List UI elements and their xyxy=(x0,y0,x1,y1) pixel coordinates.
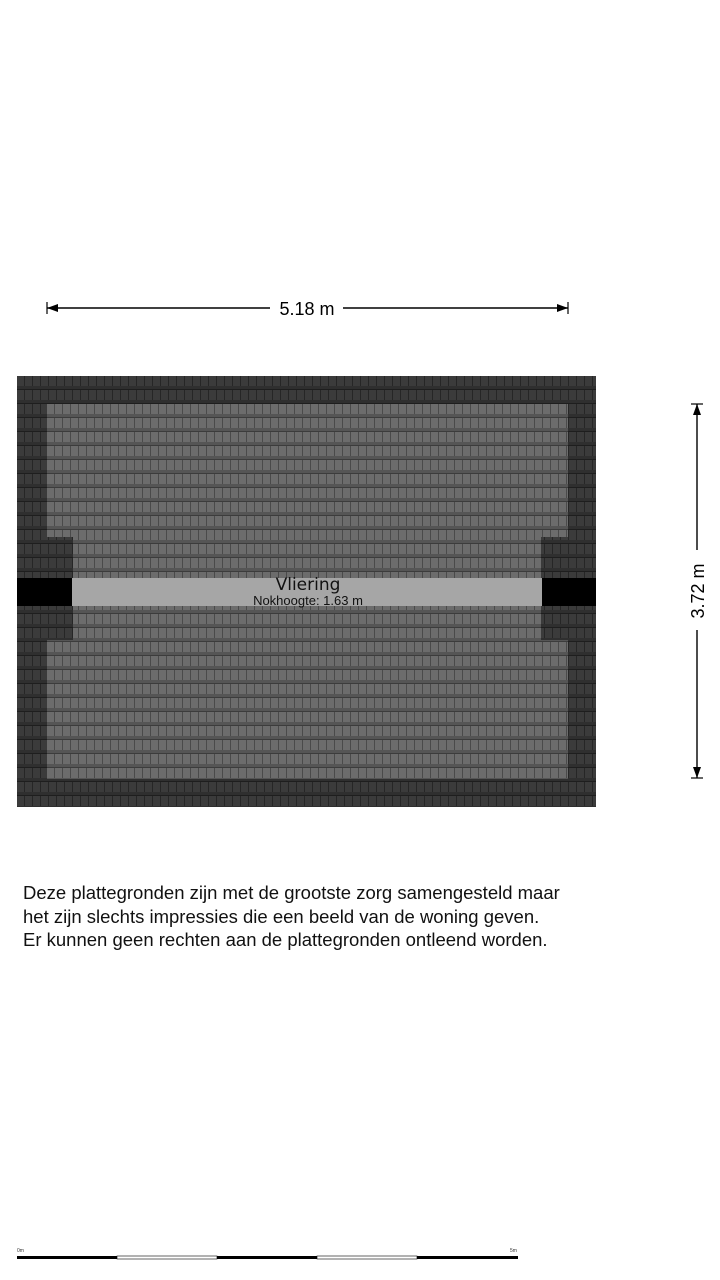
dormer-right-bottom xyxy=(541,606,596,640)
scale-bar-end-label: 5m xyxy=(510,1248,517,1254)
room-ridge-height: Nokhoogte: 1.63 m xyxy=(253,593,363,608)
disclaimer-line: Er kunnen geen rechten aan de plattegronden ontleend worden. xyxy=(23,929,548,950)
arrow-left-icon xyxy=(47,304,58,312)
arrow-down-icon xyxy=(693,767,701,778)
chimney-right xyxy=(542,578,596,606)
scale-bar-segment-4 xyxy=(317,1256,417,1259)
roof-inner-bottom xyxy=(47,606,568,779)
scale-bar-segment-1 xyxy=(17,1256,117,1259)
chimney-left xyxy=(17,578,72,606)
scale-bar-segment-3 xyxy=(217,1256,317,1259)
depth-label: 3.72 m xyxy=(688,563,708,619)
roof-inner-top xyxy=(47,404,568,578)
scale-bar xyxy=(17,1248,518,1259)
disclaimer-text xyxy=(23,881,703,952)
arrow-right-icon xyxy=(557,304,568,312)
room-name: Vliering xyxy=(275,575,341,595)
roof xyxy=(17,376,596,807)
width-dimension xyxy=(47,299,568,319)
dormer-right-top xyxy=(541,537,596,578)
depth-dimension xyxy=(688,404,708,778)
disclaimer-line: het zijn slechts impressies die een beeld van de woning geven. xyxy=(23,905,540,927)
disclaimer-line: Deze plattegronden zijn met de grootste zorg samengesteld maar xyxy=(23,882,560,903)
arrow-up-icon xyxy=(693,404,701,415)
scale-bar-segment-5 xyxy=(417,1256,518,1259)
scale-bar-start-label: 0m xyxy=(17,1248,24,1254)
dormer-left-top xyxy=(17,537,73,578)
scale-bar-segment-2 xyxy=(117,1256,217,1259)
width-label: 5.18 m xyxy=(279,299,335,319)
dormer-left-bottom xyxy=(17,606,73,640)
